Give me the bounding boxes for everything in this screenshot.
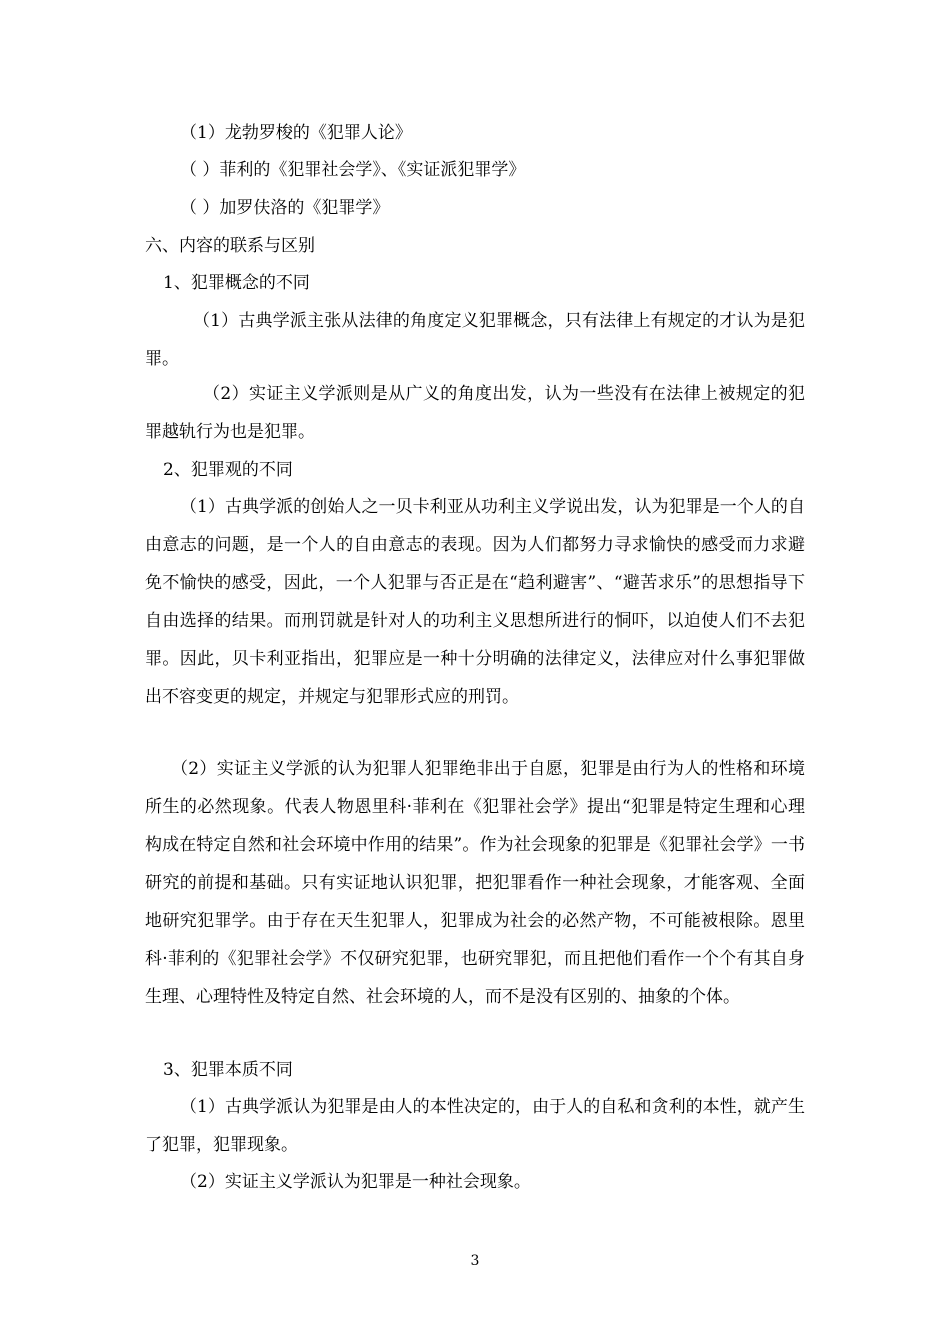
list-item-ferri: （ ）菲利的《犯罪社会学》、《实证派犯罪学》 — [180, 160, 526, 180]
paragraph-view-classical: （1）古典学派的创始人之一贝卡利亚从功利主义学说出发，认为犯罪是一个人的自由意志的问题，是一个人的自由意志的表现。因为人们都努力寻求愉快的感受而力求避免不愉快的感受，因此，一个人犯罪与否正是在“趋利避害”、“避苦求乐”的思想指导下自由选择的结果。而刑罚就是针对人的功利主义思想所进行的恫吓，以迫使人们不去犯罪。因此，贝卡利亚指出，犯罪应是一种十分明确的法律定义，法律应对什么事犯罪做出不容变更的规定，并规定与犯罪形式应的刑罚。 — [145, 497, 805, 707]
list-item-lombroso: （1）龙勃罗梭的《犯罪人论》 — [180, 123, 412, 143]
page-number: 3 — [470, 1253, 480, 1269]
paragraph-view-positivist: （2）实证主义学派的认为犯罪人犯罪绝非出于自愿，犯罪是由行为人的性格和环境所生的必然现象。代表人物恩里科·菲利在《犯罪社会学》提出“犯罪是特定生理和心理构成在特定自然和社会环境中作用的结果”。作为社会现象的犯罪是《犯罪社会学》一书研究的前提和基础。只有实证地认识犯罪，把犯罪看作一种社会现象，才能客观、全面地研究犯罪学。由于存在天生犯罪人，犯罪成为社会的必然产物，不可能被根除。恩里科·菲利的《犯罪社会学》不仅研究犯罪，也研究罪犯，而且把他们看作一个个有其自身生理、心理特性及特定自然、社会环境的人，而不是没有区别的、抽象的个体。 — [145, 759, 805, 1007]
subheading-crime-view: 2、犯罪观的不同 — [163, 460, 293, 480]
paragraph-concept-positivist: （2）实证主义学派则是从广义的角度出发，认为一些没有在法律上被规定的犯罪越轨行为也是犯罪。 — [145, 384, 805, 442]
list-item-garofalo: （ ）加罗伕洛的《犯罪学》 — [180, 198, 390, 218]
paragraph-concept-classical: （1）古典学派主张从法律的角度定义犯罪概念，只有法律上有规定的才认为是犯罪。 — [145, 311, 805, 369]
paragraph-nature-classical: （1）古典学派认为犯罪是由人的本性决定的，由于人的自私和贪利的本性，就产生了犯罪，犯罪现象。 — [145, 1097, 805, 1155]
section-heading: 六、内容的联系与区别 — [145, 236, 315, 256]
paragraph-nature-positivist: （2）实证主义学派认为犯罪是一种社会现象。 — [180, 1172, 531, 1192]
subheading-crime-nature: 3、犯罪本质不同 — [163, 1060, 293, 1080]
subheading-crime-concept: 1、犯罪概念的不同 — [163, 273, 310, 293]
